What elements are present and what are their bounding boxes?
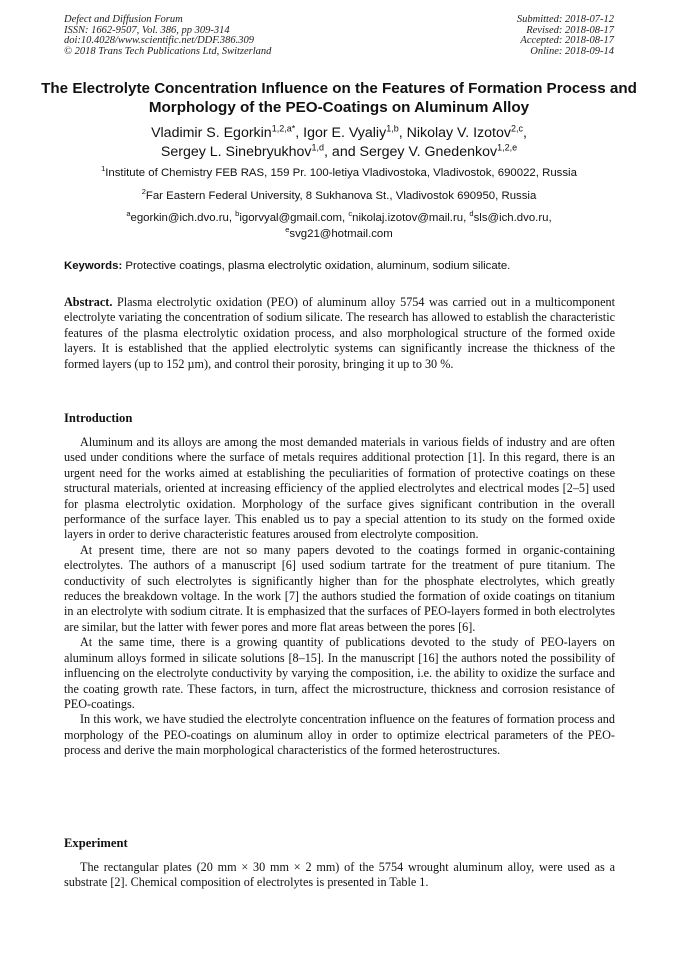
submission-dates <box>517 15 614 57</box>
author: Igor E. Vyaliy$^{1,b}$, <box>303 123 407 141</box>
affiliation-mark: 2 <box>141 187 146 197</box>
email-link[interactable]: $^d$sls@ich.dvo.ru, <box>469 209 552 224</box>
paragraph: Aluminum and its alloys are among the most demanded materials in various fields of industry and are often used under conditions where the surface of metals requires additional protection [1]. In this regard, there is an urgent need for the works aimed at establishing the peculiarities of formation of protective coatings on these structural materials, oriented at increasing efficiency of the applied electrolytes and electrical modes [2–5] used for plasma electrolytic oxidation. Morphology of the surface gives significant contribution in the overall performance of the surface layer. This enabled us to pay a special attention to its study on the formed oxide layers in order to derive characteristic features aroused from electrolyte composition. <box>64 435 615 542</box>
paragraph: The rectangular plates (20 mm × 30 mm × 2 mm) of the 5754 wrought aluminum alloy, were used as a substrate [2]. Chemical composition of electrolytes is presented in Table 1. <box>64 860 615 890</box>
author-affiliation-mark: 1,2,a* <box>271 123 296 134</box>
author-list <box>40 124 638 162</box>
section-heading-introduction: Introduction <box>64 411 133 425</box>
journal-info <box>64 15 271 57</box>
author: Nikolay V. Izotov$^{2,c}$, <box>406 123 527 141</box>
author-affiliation-mark: 1,b <box>386 123 399 134</box>
paragraph: In this work, we have studied the electrolyte concentration influence on the features of formation process and morphology of the PEO-coatings on aluminum alloy in order to optimize electrical parameters of the PEO-process and derive the main morphological characteristics of the formed heterostructures. <box>64 712 615 758</box>
journal-copyright: © 2018 Trans Tech Publications Ltd, Switzerland <box>64 45 272 57</box>
author-affiliation-mark: 2,c <box>510 123 523 134</box>
affiliation-2: $^2$Far Eastern Federal University, 8 Sukhanova St., Vladivostok 690950, Russia <box>141 187 537 202</box>
paper-title: The Electrolyte Concentration Influence on the Features of Formation Process and Morphology of the PEO-Coatings on Aluminum Alloy <box>41 80 637 116</box>
journal-doi[interactable]: doi:10.4028/www.scientific.net/DDF.386.309 <box>64 35 255 47</box>
affiliation-mark: 1 <box>101 164 106 174</box>
author: Vladimir S. Egorkin$^{1,2,a*}$, <box>151 123 304 141</box>
author-emails <box>30 210 648 242</box>
abstract <box>64 295 615 372</box>
abstract-label: Abstract. <box>64 295 113 309</box>
author: Sergey V. Gnedenkov$^{1,2,e}$ <box>359 142 518 160</box>
keywords-text: Protective coatings, plasma electrolytic oxidation, aluminum, sodium silicate. <box>125 260 511 272</box>
submitted-date: Submitted: 2018-07-12 <box>516 14 614 25</box>
affiliation-1: $^1$Institute of Chemistry FEB RAS, 159 Pr. 100-letiya Vladivostoka, Vladivostok, 690022, Russia <box>101 164 577 179</box>
online-date: Online: 2018-09-14 <box>530 45 614 57</box>
author-affiliation-mark: 1,d <box>311 142 325 153</box>
email-link[interactable]: $^c$nikolaj.izotov@mail.ru, <box>348 209 470 224</box>
experiment-section <box>64 860 615 891</box>
paragraph: At present time, there are not so many papers devoted to the coatings formed in organic-containing electrolytes. The authors of a manuscript [6] used sodium tartrate for the treatment of pure titanium. The conductivity of such electrolytes is significantly higher than for the phosphate electrolytes, which greatly reduces the breakdown voltage. In the work [7] the authors studied the formation of oxide coatings on titanium in an electrolyte with sodium citrate. It is emphasized that the surfaces of PEO-layers formed in both electrolytes are similar, but the latter with fewer pores and more flat areas between the pores [6]. <box>64 542 615 634</box>
section-heading-experiment: Experiment <box>64 836 128 850</box>
email-link[interactable]: $^a$egorkin@ich.dvo.ru, <box>126 209 236 224</box>
accepted-date: Accepted: 2018-08-17 <box>520 35 614 47</box>
journal-name: Defect and Diffusion Forum <box>64 14 183 25</box>
keywords-label: Keywords: <box>64 260 123 272</box>
abstract-text: Plasma electrolytic oxidation (PEO) of aluminum alloy 5754 was carried out in a multicomponent electrolyte variating the concentration of sodium silicate. The research has allowed to establish the characteristic features of the plasma electrolytic oxidation process, and also morphological structure of the formed oxide layers. It is established that the applied electrolytic systems can significantly increase the thickness of the formed layers (up to 152 µm), and control their porosity, bringing it up to 30 %. <box>64 295 615 371</box>
introduction-section <box>64 435 615 759</box>
keywords <box>64 259 624 274</box>
author-affiliation-mark: 1,2,e <box>497 142 518 153</box>
email-link[interactable]: $^b$igorvyal@gmail.com, <box>235 209 349 224</box>
author: Sergey L. Sinebryukhov$^{1,d}$, and <box>160 142 360 160</box>
journal-issn: ISSN: 1662-9507, Vol. 386, pp 309-314 <box>64 24 230 36</box>
revised-date: Revised: 2018-08-17 <box>526 24 614 36</box>
email-link[interactable]: $^e$svg21@hotmail.com <box>285 225 393 240</box>
paragraph: At the same time, there is a growing quantity of publications devoted to the study of PEO-layers on aluminum alloys formed in silicate solutions [8–15]. In the manuscript [16] the authors noted the possibility of influencing on the electrolyte conductivity by varying the composition, i.e. the ability to oxidize the surface and the coating growth rate. These factors, in turn, affect the microstructure, thickness and corrosion resistance of PEO-coatings. <box>64 635 615 711</box>
